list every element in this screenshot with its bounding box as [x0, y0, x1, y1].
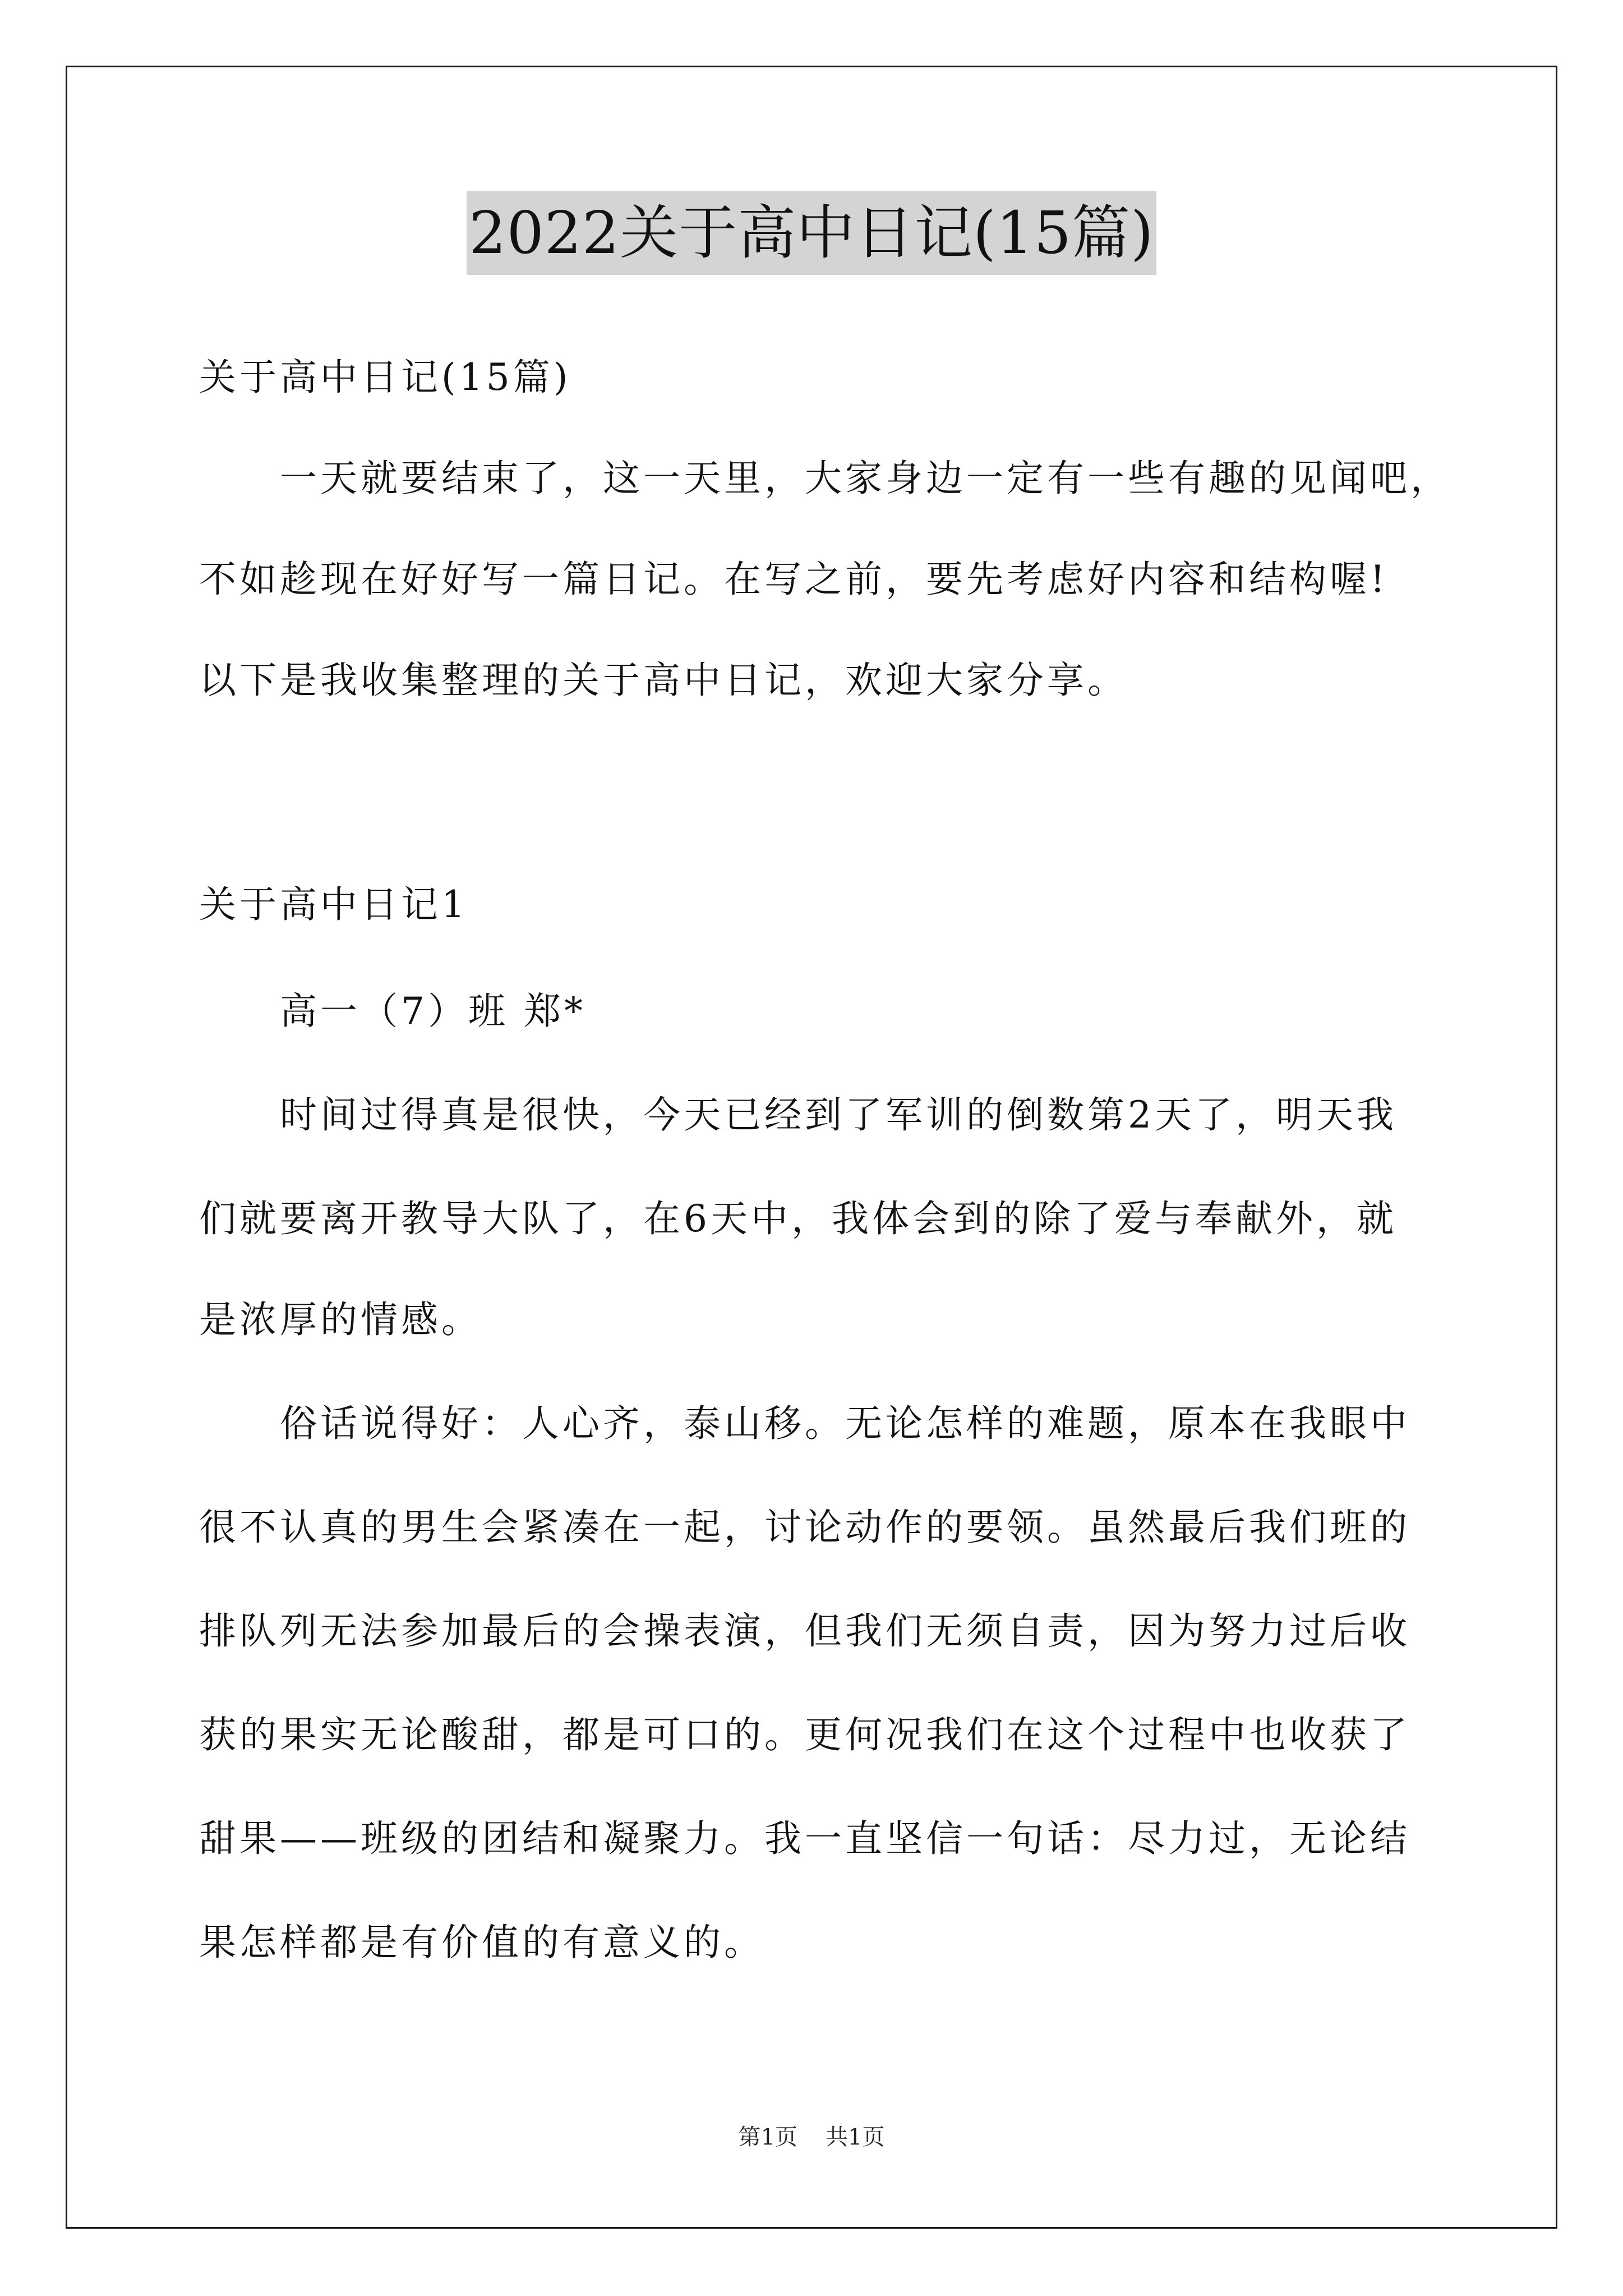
page-number: 第1页 [738, 2124, 797, 2150]
document-subtitle: 关于高中日记(15篇) [199, 356, 571, 399]
paragraph-line: 时间过得真是很快，今天已经到了军训的倒数第2天了，明天我 [199, 1093, 1397, 1137]
author-line: 高一（7）班 郑* [199, 990, 586, 1033]
intro-line: 不如趁现在好好写一篇日记。在写之前，要先考虑好内容和结构喔! [199, 558, 1389, 601]
paragraph-line: 果怎样都是有价值的有意义的。 [199, 1921, 764, 1964]
section-heading: 关于高中日记1 [199, 883, 468, 926]
page-footer [0, 2126, 1623, 2148]
title-block [0, 191, 1623, 275]
document-title: 2022关于高中日记(15篇) [467, 191, 1156, 275]
intro-line: 一天就要结束了，这一天里，大家身边一定有一些有趣的见闻吧， [199, 457, 1451, 500]
paragraph-line: 们就要离开教导大队了，在6天中，我体会到的除了爱与奉献外，就 [199, 1197, 1397, 1240]
paragraph-line: 甜果——班级的团结和凝聚力。我一直坚信一句话：尽力过，无论结 [199, 1817, 1410, 1860]
paragraph-line: 排队列无法参加最后的会操表演，但我们无须自责，因为努力过后收 [199, 1609, 1410, 1653]
paragraph-line: 是浓厚的情感。 [199, 1298, 482, 1341]
paragraph-line: 俗话说得好：人心齐，泰山移。无论怎样的难题，原本在我眼中 [199, 1402, 1410, 1445]
page-total: 共1页 [826, 2124, 885, 2150]
paragraph-line: 很不认真的男生会紧凑在一起，讨论动作的要领。虽然最后我们班的 [199, 1506, 1410, 1549]
paragraph-line: 获的果实无论酸甜，都是可口的。更何况我们在这个过程中也收获了 [199, 1713, 1410, 1756]
intro-line: 以下是我收集整理的关于高中日记，欢迎大家分享。 [199, 659, 1128, 702]
